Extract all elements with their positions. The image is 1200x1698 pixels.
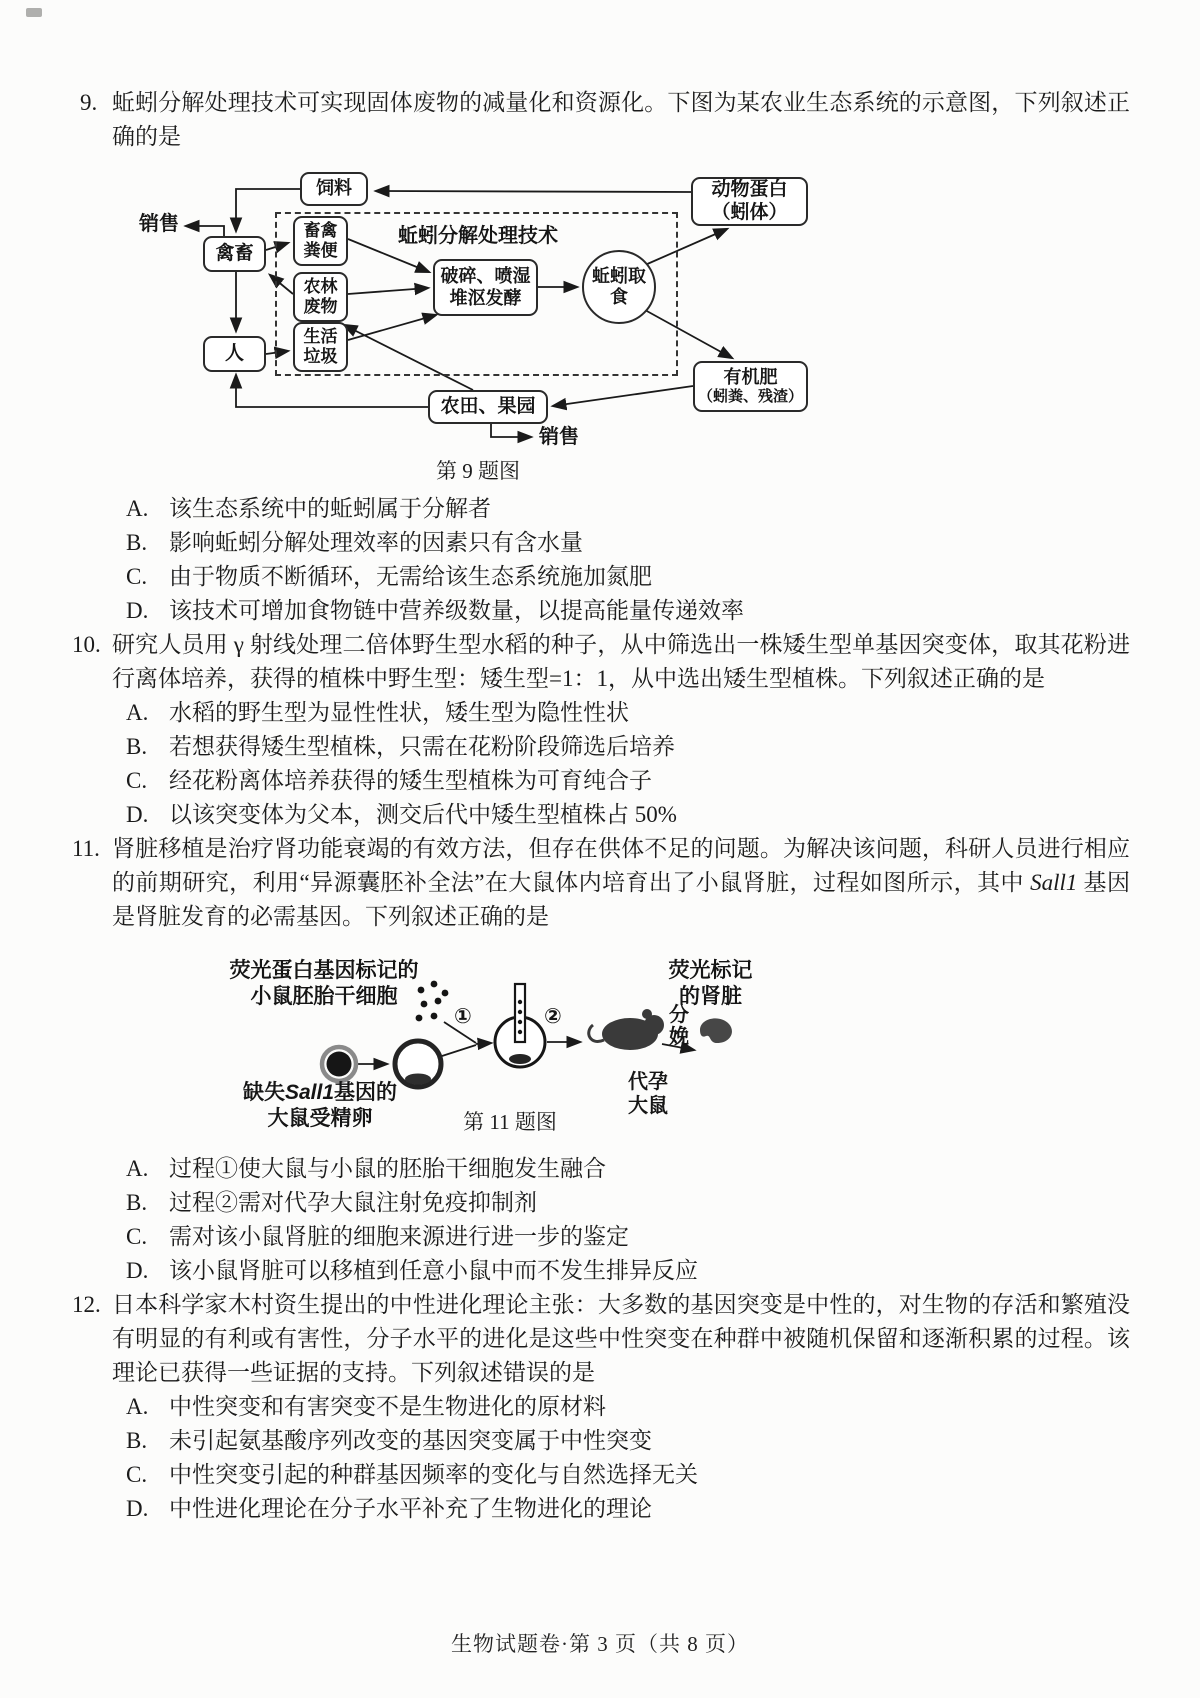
fig9-animal-protein-box: 动物蛋白 （蚓体） xyxy=(691,177,808,226)
question-9-options xyxy=(112,492,1130,628)
fig11-kidney-label: 荧光标记 的肾脏 xyxy=(668,959,753,1008)
question-11-number: 11. xyxy=(72,836,100,861)
fig9-sale-bottom-label: 销售 xyxy=(539,426,579,448)
option-9-c: C. 由于物质不断循环，无需给该生态系统施加氮肥 xyxy=(126,564,652,589)
option-9-a: A. 该生态系统中的蚯蚓属于分解者 xyxy=(126,496,491,521)
option-11-c: C. 需对该小鼠肾脏的细胞来源进行进一步的鉴定 xyxy=(126,1224,629,1249)
fig11-esc-label: 荧光蛋白基因标记的 小鼠胚胎干细胞 xyxy=(229,959,419,1008)
page-footer: 生物试题卷·第 3 页（共 8 页） xyxy=(451,1632,749,1656)
question-10-number: 10. xyxy=(72,632,101,657)
fig9-worm-feeding-circle: 蚯蚓取食 xyxy=(582,250,656,324)
fig11-egg-icon xyxy=(322,1047,356,1081)
question-11-stem xyxy=(72,832,1130,934)
option-9-b: B. 影响蚯蚓分解处理效率的因素只有含水量 xyxy=(126,530,583,555)
option-12-c: C. 中性突变引起的种群基因频率的变化与自然选择无关 xyxy=(126,1462,698,1487)
fig9-livestock-box: 禽畜 xyxy=(203,236,266,272)
question-10-options xyxy=(112,696,1130,832)
option-11-b: B. 过程②需对代孕大鼠注射免疫抑制剂 xyxy=(126,1190,537,1215)
question-10 xyxy=(72,628,1130,832)
fig9-garbage-box: 生活 垃圾 xyxy=(293,322,348,372)
question-9-stem xyxy=(80,86,1130,154)
question-12-stem xyxy=(72,1288,1130,1390)
question-11-options xyxy=(112,1152,1130,1288)
option-10-d: D. 以该突变体为父本，测交后代中矮生型植株占 50% xyxy=(126,802,677,827)
fig11-surrogate-label: 代孕 大鼠 xyxy=(628,1071,668,1117)
question-12 xyxy=(72,1288,1130,1526)
question-12-stem-text: 日本科学家木村资生提出的中性进化理论主张：大多数的基因突变是中性的，对生物的存活和繁殖没有明显的有利或有害性，分子水平的进化是这些中性突变在种群中被随机保留和逐渐积累的过程。该理论已获得一些证据的支持。下列叙述错误的是 xyxy=(112,1292,1130,1385)
question-11-stem-post: 基因是肾脏发育的必需基因。下列叙述正确的是 xyxy=(112,870,1130,929)
question-9 xyxy=(80,86,1130,154)
question-12-number: 12. xyxy=(72,1292,101,1317)
fig11-rat-icon xyxy=(589,1009,664,1050)
fig9-sale-top-label: 销售 xyxy=(139,213,179,235)
option-12-a: A. 中性突变和有害突变不是生物进化的原材料 xyxy=(126,1394,606,1419)
figure-9-caption: 第 9 题图 xyxy=(436,459,520,483)
option-11-a: A. 过程①使大鼠与小鼠的胚胎干细胞发生融合 xyxy=(126,1156,606,1181)
fig11-injection-icon xyxy=(495,984,545,1067)
option-12-b: B. 未引起氨基酸序列改变的基因突变属于中性突变 xyxy=(126,1428,652,1453)
fig11-egg-label: 缺失Sall1基因的 大鼠受精卵 xyxy=(242,1081,398,1130)
figure-9 xyxy=(128,154,828,456)
fig11-step2-label: ② xyxy=(544,1005,562,1028)
figure-11 xyxy=(218,946,768,1142)
fig9-agro-waste-box: 农林 废物 xyxy=(293,272,348,322)
question-9-number: 9. xyxy=(80,90,98,115)
figure-11-caption: 第 11 题图 xyxy=(463,1110,557,1134)
question-9-options-block xyxy=(112,492,1130,628)
fig9-human-box: 人 xyxy=(203,336,266,372)
scan-artifact xyxy=(26,8,42,17)
fig11-step1-label: ① xyxy=(454,1005,472,1028)
fig11-kidney-icon xyxy=(700,1018,732,1043)
question-11-gene-name: Sall1 xyxy=(1030,870,1078,895)
option-11-d: D. 该小鼠肾脏可以移植到任意小鼠中而不发生排异反应 xyxy=(126,1258,698,1283)
fig9-manure-box: 畜禽 粪便 xyxy=(293,216,348,266)
option-10-c: C. 经花粉离体培养获得的矮生型植株为可育纯合子 xyxy=(126,768,652,793)
option-10-a: A. 水稻的野生型为显性性状，矮生型为隐性性状 xyxy=(126,700,629,725)
fig9-tech-title: 蚯蚓分解处理技术 xyxy=(398,225,558,247)
question-10-stem-text: 研究人员用 γ 射线处理二倍体野生型水稻的种子，从中筛选出一株矮生型单基因突变体，取其花粉进行离体培养，获得的植株中野生型：矮生型=1：1，从中选出矮生型植株。下列叙述正确的是 xyxy=(112,632,1130,691)
fig11-birth-label: 分 娩 xyxy=(669,1004,689,1048)
question-9-stem-text: 蚯蚓分解处理技术可实现固体废物的减量化和资源化。下图为某农业生态系统的示意图，下列叙述正确的是 xyxy=(112,90,1130,149)
question-10-stem xyxy=(72,628,1130,696)
exam-content xyxy=(0,86,1200,1526)
fig9-feed-box: 饲料 xyxy=(300,172,368,206)
option-12-d: D. 中性进化理论在分子水平补充了生物进化的理论 xyxy=(126,1496,652,1521)
option-9-d: D. 该技术可增加食物链中营养级数量，以提高能量传递效率 xyxy=(126,598,744,623)
fig9-compost-box: 破碎、喷湿 堆沤发酵 xyxy=(433,259,538,316)
question-11-stem-pre: 肾脏移植是治疗肾功能衰竭的有效方法，但存在供体不足的问题。为解决该问题，科研人员进行相应的前期研究，利用“异源囊胚补全法”在大鼠体内培育出了小鼠肾脏，过程如图所示，其中 xyxy=(112,836,1130,895)
question-11 xyxy=(72,832,1130,934)
question-12-options xyxy=(112,1390,1130,1526)
fig9-field-orchard-box: 农田、果园 xyxy=(428,390,548,424)
option-10-b: B. 若想获得矮生型植株，只需在花粉阶段筛选后培养 xyxy=(126,734,675,759)
question-11-options-block xyxy=(112,1152,1130,1288)
fig9-organic-fertilizer-box: 有机肥 （蚓粪、残渣） xyxy=(693,361,808,412)
